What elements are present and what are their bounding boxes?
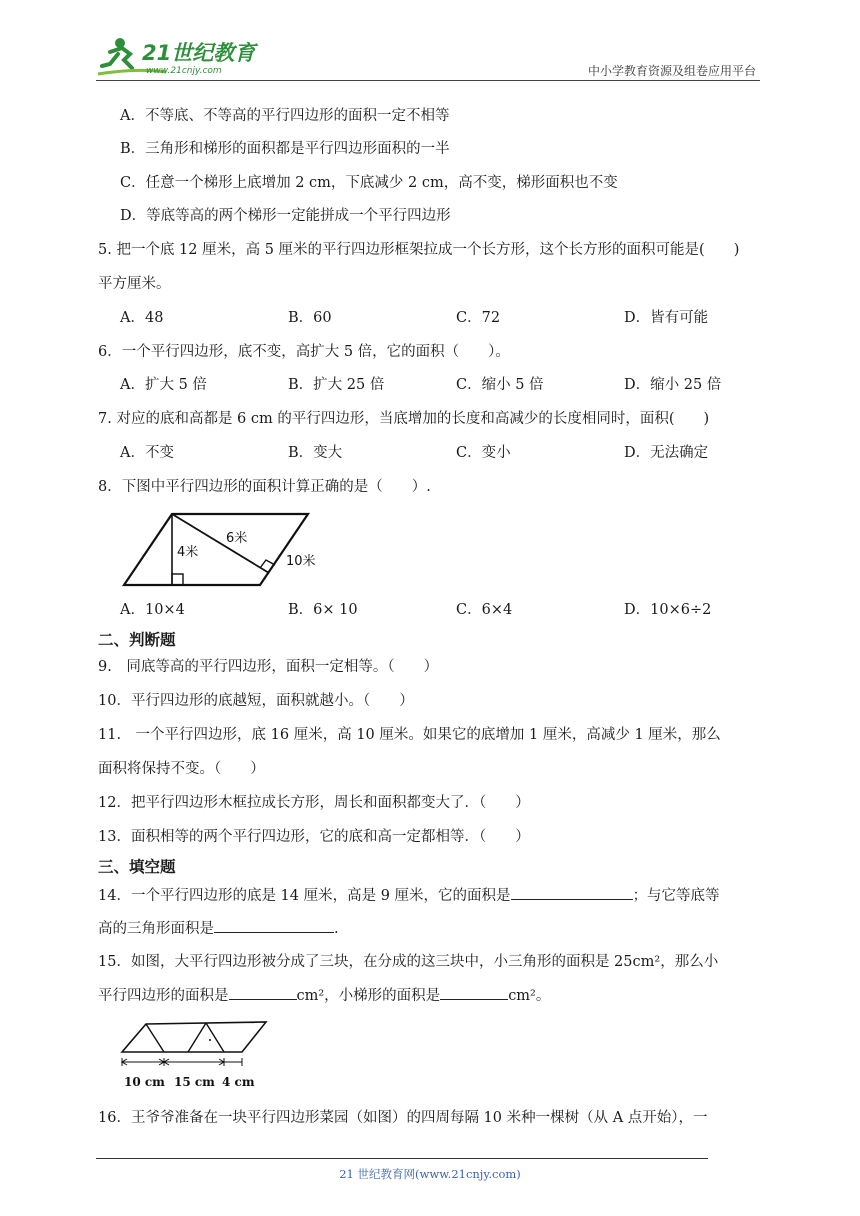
q7-option-b: B．变大 bbox=[288, 445, 343, 461]
site-logo bbox=[96, 34, 266, 80]
footer-link[interactable]: 21 世纪教育网(www.21cnjy.com) bbox=[339, 1167, 521, 1181]
q15-question: 15．如图，大平行四边形被分成了三块，在分成的这三块中，小三角形的面积是 25cm²，那么小 bbox=[98, 954, 719, 970]
q14-blank-1[interactable] bbox=[511, 885, 633, 900]
q11-question-cont: 面积将保持不变。（ ） bbox=[98, 761, 265, 777]
header-divider bbox=[96, 80, 760, 81]
q5-option-a: A．48 bbox=[120, 310, 164, 326]
q16-question: 16．王爷爷准备在一块平行四边形菜园（如图）的四周每隔 10 米种一棵树（从 A 点开始），一 bbox=[98, 1110, 708, 1126]
q4-option-a: A．不等底、不等高的平行四边形的面积一定不相等 bbox=[120, 108, 450, 124]
q14-text-3: 高的三角形面积是 bbox=[98, 921, 214, 937]
svg-text:4 cm: 4 cm bbox=[222, 1075, 255, 1089]
svg-text:10米: 10米 bbox=[286, 554, 316, 569]
q6-option-c: C．缩小 5 倍 bbox=[456, 377, 544, 393]
svg-text:21世纪教育: 21世纪教育 bbox=[142, 41, 256, 65]
q8-option-b: B．6× 10 bbox=[288, 602, 358, 618]
q6-option-a: A．扩大 5 倍 bbox=[120, 377, 207, 393]
q5-question: 5. 把一个底 12 厘米，高 5 厘米的平行四边形框架拉成一个长方形，这个长方形的面积可能是( ) bbox=[98, 242, 740, 258]
q11-question: 11. 一个平行四边形，底 16 厘米，高 10 厘米。如果它的底增加 1 厘米，高减少 1 厘米，那么 bbox=[98, 727, 721, 743]
q8-question: 8．下图中平行四边形的面积计算正确的是（ ）. bbox=[98, 479, 431, 495]
platform-name: 中小学教育资源及组卷应用平台 bbox=[587, 64, 756, 78]
q5-option-c: C．72 bbox=[456, 310, 501, 326]
q15-unit-1: cm²，小梯形的面积是 bbox=[296, 988, 441, 1004]
q7-option-a: A．不变 bbox=[120, 445, 174, 461]
svg-text:10 cm: 10 cm bbox=[124, 1075, 165, 1089]
q15-parallelogram-figure bbox=[118, 1018, 273, 1092]
q6-option-d: D．缩小 25 倍 bbox=[624, 377, 722, 393]
q9-question: 9. 同底等高的平行四边形，面积一定相等。（ ） bbox=[98, 659, 439, 675]
q15-question-cont bbox=[98, 985, 550, 1006]
q5-option-b: B．60 bbox=[288, 310, 332, 326]
q15-blank-2[interactable] bbox=[440, 985, 508, 1000]
svg-text:4米: 4米 bbox=[177, 545, 199, 560]
q5-question-cont: 平方厘米。 bbox=[98, 276, 171, 292]
q14-text-1: 14．一个平行四边形的底是 14 厘米，高是 9 厘米，它的面积是 bbox=[98, 888, 511, 904]
section-fill-blank-heading: 三、填空题 bbox=[98, 858, 176, 876]
q15-text-a: 平行四边形的面积是 bbox=[98, 988, 229, 1004]
q14-question-cont bbox=[98, 918, 339, 939]
q14-blank-2[interactable] bbox=[214, 918, 334, 933]
q10-question: 10．平行四边形的底越短，面积就越小。（ ） bbox=[98, 693, 414, 709]
q12-question: 12．把平行四边形木框拉成长方形，周长和面积都变大了．（ ） bbox=[98, 795, 530, 811]
q15-unit-2: cm²。 bbox=[508, 988, 551, 1004]
q7-option-d: D．无法确定 bbox=[624, 445, 709, 461]
q4-option-d: D．等底等高的两个梯形一定能拼成一个平行四边形 bbox=[120, 208, 451, 224]
q8-option-c: C．6×4 bbox=[456, 602, 513, 618]
svg-text:15 cm: 15 cm bbox=[174, 1075, 215, 1089]
q8-option-d: D．10×6÷2 bbox=[624, 602, 712, 618]
q6-question: 6．一个平行四边形，底不变，高扩大 5 倍，它的面积（ ）。 bbox=[98, 344, 510, 360]
svg-text:www.21cnjy.com: www.21cnjy.com bbox=[146, 66, 222, 76]
q6-option-b: B．扩大 25 倍 bbox=[288, 377, 385, 393]
q8-parallelogram-figure bbox=[118, 508, 328, 590]
section-true-false-heading: 二、判断题 bbox=[98, 631, 176, 649]
q4-option-c: C．任意一个梯形上底增加 2 cm，下底减少 2 cm，高不变，梯形面积也不变 bbox=[120, 175, 618, 191]
q13-question: 13．面积相等的两个平行四边形，它的底和高一定都相等．（ ） bbox=[98, 829, 530, 845]
q15-blank-1[interactable] bbox=[229, 985, 297, 1000]
q14-question bbox=[98, 885, 720, 906]
q14-text-2: ；与它等底等 bbox=[632, 888, 720, 904]
footer-divider bbox=[96, 1158, 708, 1159]
q4-option-b: B．三角形和梯形的面积都是平行四边形面积的一半 bbox=[120, 141, 450, 157]
q14-text-4: . bbox=[334, 921, 339, 937]
svg-text:6米: 6米 bbox=[226, 531, 248, 546]
q5-option-d: D．皆有可能 bbox=[624, 310, 709, 326]
q8-option-a: A．10×4 bbox=[120, 602, 185, 618]
q7-question: 7. 对应的底和高都是 6 cm 的平行四边形，当底增加的长度和高减少的长度相同时，面积( ) bbox=[98, 411, 710, 427]
q7-option-c: C．变小 bbox=[456, 445, 511, 461]
